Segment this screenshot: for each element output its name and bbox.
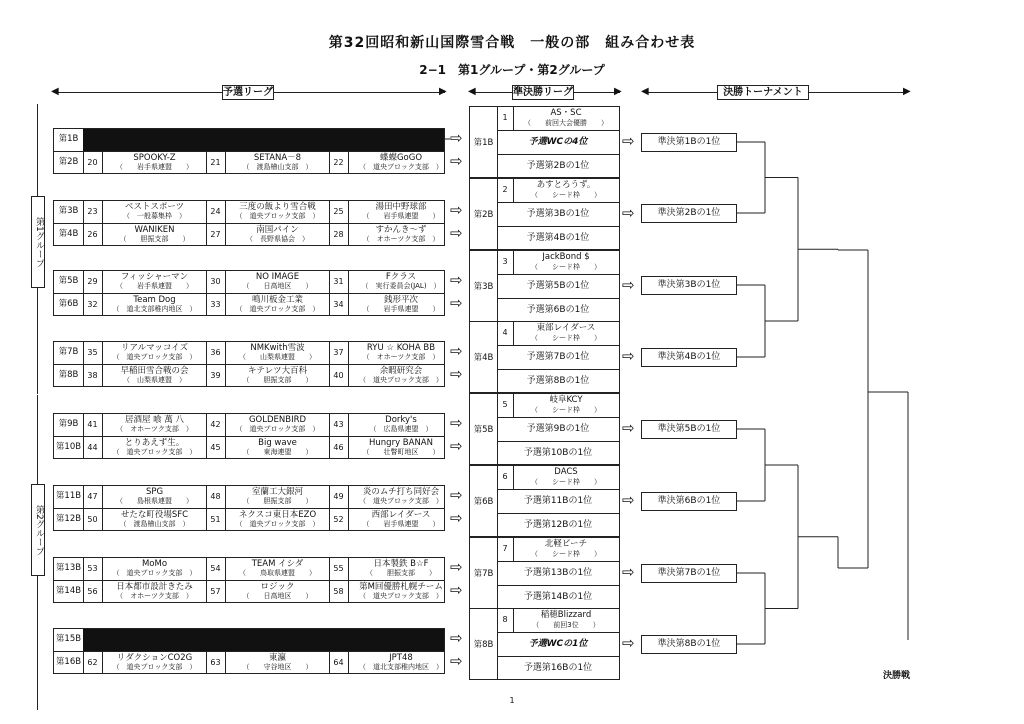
team-name: 鳴川板金工業 bbox=[251, 295, 303, 305]
team-affiliation: （ 日高地区 ） bbox=[242, 282, 313, 290]
advance-arrow-icon: ⇨ bbox=[450, 437, 463, 455]
team-affiliation: （ 道央ブロック支部 ） bbox=[359, 163, 443, 171]
group1-label: 第1グループ bbox=[31, 196, 45, 288]
arrow-right-icon: ▶ bbox=[903, 86, 911, 97]
semi-entry: 予選第13Bの1位 bbox=[523, 568, 593, 578]
final-entry: 準決第3Bの1位 bbox=[641, 276, 737, 295]
block-label: 第2B bbox=[58, 157, 79, 167]
seed-note: （ シード枠 ） bbox=[531, 550, 601, 558]
team-number: 29 bbox=[87, 277, 98, 286]
team-number: 37 bbox=[333, 348, 344, 357]
team-name: Hungry BANAN bbox=[369, 438, 433, 448]
advance-arrow-icon: ⇨ bbox=[450, 152, 463, 170]
final-entry: 準決第6Bの1位 bbox=[641, 492, 737, 511]
arrow-left-icon: ◀ bbox=[51, 86, 59, 97]
team-affiliation: （ オホーツク支部 ） bbox=[362, 235, 440, 243]
team-number: 33 bbox=[210, 300, 221, 309]
team-name: リダクションCO2G bbox=[116, 653, 193, 663]
team-name: RYU ☆ KOHA BB bbox=[366, 343, 436, 353]
block-label: 第16B bbox=[55, 657, 82, 667]
team-affiliation: （ 東海連盟 ） bbox=[242, 448, 313, 456]
team-number: 50 bbox=[87, 515, 98, 524]
team-affiliation: （ オホーツク支部 ） bbox=[116, 592, 193, 600]
advance-arrow-icon: ⇨ bbox=[622, 491, 635, 509]
advance-arrow-icon: ⇨ bbox=[622, 347, 635, 365]
team-name: 余暇研究会 bbox=[379, 366, 423, 376]
seed-team-name: AS・SC bbox=[550, 108, 582, 118]
team-affiliation: （ 道央ブロック支部 ） bbox=[359, 497, 443, 505]
block-label: 第3B bbox=[58, 206, 79, 216]
team-number: 63 bbox=[210, 658, 221, 667]
team-affiliation: （ 道央ブロック支部 ） bbox=[112, 448, 197, 456]
team-number: 30 bbox=[210, 277, 221, 286]
team-name: すかんき～ず bbox=[375, 225, 427, 235]
arrow-right-icon: ▶ bbox=[614, 86, 622, 97]
team-number: 32 bbox=[87, 300, 98, 309]
team-affiliation: （ 渡島檜山支部 ） bbox=[119, 520, 190, 528]
team-number: 57 bbox=[210, 587, 221, 596]
team-number: 25 bbox=[333, 207, 344, 216]
team-affiliation: （ 広島県連盟 ） bbox=[369, 425, 433, 433]
team-name: 銭形平次 bbox=[383, 295, 418, 305]
team-affiliation: （ オホーツク支部 ） bbox=[116, 425, 193, 433]
semi-entry: 予選第2Bの1位 bbox=[526, 161, 590, 171]
team-name: ロジック bbox=[260, 582, 295, 592]
team-affiliation: （ 岩手県連盟 ） bbox=[362, 305, 440, 313]
seed-number: 5 bbox=[497, 394, 514, 417]
team-number: 46 bbox=[333, 443, 344, 452]
team-affiliation: （ 岩手県連盟 ） bbox=[116, 163, 193, 171]
team-name: 湯田中野球部 bbox=[375, 202, 427, 212]
team-name: NO IMAGE bbox=[255, 272, 300, 282]
team-number: 22 bbox=[333, 158, 344, 167]
team-number: 56 bbox=[87, 587, 98, 596]
final-match-label: 決勝戦 bbox=[883, 671, 911, 681]
seed-note: （ シード枠 ） bbox=[531, 406, 601, 414]
advance-arrow-icon: ⇨ bbox=[450, 486, 463, 504]
team-number: 48 bbox=[210, 492, 221, 501]
page-subtitle: 2−1 第1グループ・第2グループ bbox=[419, 63, 605, 77]
team-name: Fクラス bbox=[385, 272, 417, 282]
team-affiliation: （ 道央ブロック支部 ） bbox=[112, 663, 197, 671]
team-number: 42 bbox=[210, 420, 221, 429]
seed-team-name: 東部レイダース bbox=[536, 323, 596, 333]
team-name: 炎のムチ打ち同好会 bbox=[362, 487, 440, 497]
team-number: 21 bbox=[210, 158, 221, 167]
team-name: Big wave bbox=[258, 438, 297, 448]
block-label: 第4B bbox=[58, 229, 79, 239]
team-name: JPT48 bbox=[389, 653, 413, 663]
team-name: ネクスコ東日本EZO bbox=[238, 510, 317, 520]
team-number: 44 bbox=[87, 443, 98, 452]
team-name: TEAM イシダ bbox=[251, 559, 304, 569]
final-entry: 準決第8Bの1位 bbox=[641, 635, 737, 654]
block-label: 第11B bbox=[55, 491, 82, 501]
seed-team-name: DACS bbox=[554, 467, 578, 477]
block-label: 第1B bbox=[58, 134, 79, 144]
advance-arrow-icon: ⇨ bbox=[450, 224, 463, 242]
semi-entry: 予選第8Bの1位 bbox=[526, 376, 590, 386]
seed-team-name: あすとろうず。 bbox=[536, 180, 596, 190]
semi-entry: 予選第11Bの1位 bbox=[523, 496, 593, 506]
team-name: とりあえず生。 bbox=[124, 438, 185, 448]
team-name: WANIKEN bbox=[134, 225, 175, 235]
team-affiliation: （ 島根県連盟 ） bbox=[116, 497, 193, 505]
semi-block-label: 第5B bbox=[470, 394, 498, 464]
team-name: 早稲田雪合戦の会 bbox=[120, 366, 189, 376]
seed-note: （ 前回3位 ） bbox=[532, 621, 600, 629]
team-affiliation: （ 岩手県連盟 ） bbox=[116, 282, 193, 290]
team-affiliation: （ 胆振支部 ） bbox=[366, 569, 436, 577]
advance-arrow-icon: ⇨ bbox=[450, 414, 463, 432]
seed-note: （ 前回大会優勝 ） bbox=[524, 119, 608, 127]
seed-number: 4 bbox=[497, 322, 514, 345]
team-name: せたな町役場SFC bbox=[120, 510, 189, 520]
semi-entry: 予選第10Bの1位 bbox=[523, 448, 593, 458]
page-title: 第32回昭和新山国際雪合戦 一般の部 組み合わせ表 bbox=[328, 35, 696, 51]
team-name: MoMo bbox=[141, 559, 168, 569]
team-name: キテレツ大百科 bbox=[247, 366, 308, 376]
seed-team-name: JackBond $ bbox=[542, 252, 590, 262]
team-number: 36 bbox=[210, 348, 221, 357]
team-name: 東瀛 bbox=[268, 653, 286, 663]
seed-number: 6 bbox=[497, 466, 514, 489]
team-affiliation: （ 道央ブロック支部 ） bbox=[235, 425, 320, 433]
team-name: フィッシャーマン bbox=[120, 272, 189, 282]
semi-entry: 予選第7Bの1位 bbox=[526, 352, 590, 362]
team-name: 室蘭工大銀河 bbox=[251, 487, 303, 497]
team-name: 南国パイン bbox=[256, 225, 299, 235]
team-affiliation: （ 道央ブロック支部 ） bbox=[359, 376, 443, 384]
seed-note: （ シード枠 ） bbox=[531, 191, 601, 199]
advance-arrow-icon: ⇨ bbox=[622, 563, 635, 581]
advance-arrow-icon: ⇨ bbox=[622, 132, 635, 150]
team-affiliation: （ 道央ブロック支部 ） bbox=[112, 569, 197, 577]
seed-note: （ シード枠 ） bbox=[531, 263, 601, 271]
team-affiliation: （ 胆振支部 ） bbox=[242, 376, 313, 384]
advance-arrow-icon: ⇨ bbox=[622, 276, 635, 294]
advance-arrow-icon: ⇨ bbox=[450, 509, 463, 527]
seed-note: （ シード枠 ） bbox=[531, 334, 601, 342]
team-affiliation: （ 日高地区 ） bbox=[242, 592, 313, 600]
advance-arrow-icon: ⇨ bbox=[450, 629, 463, 647]
page-number: 1 bbox=[509, 696, 515, 705]
team-number: 35 bbox=[87, 348, 98, 357]
team-number: 39 bbox=[210, 371, 221, 380]
team-affiliation: （ 道央ブロック支部 ） bbox=[235, 305, 320, 313]
seed-team-name: 岐阜KCY bbox=[549, 395, 583, 405]
team-number: 64 bbox=[333, 658, 344, 667]
team-name: SETANA－8 bbox=[253, 153, 302, 163]
block-label: 第9B bbox=[58, 419, 79, 429]
team-affiliation: （ 胆振支部 ） bbox=[242, 497, 313, 505]
semi-block-label: 第1B bbox=[470, 107, 498, 177]
seed-team-name: 北軽ビーチ bbox=[544, 539, 588, 549]
team-number: 27 bbox=[210, 230, 221, 239]
team-affiliation: （ 胆振支部 ） bbox=[119, 235, 190, 243]
team-name: SPG bbox=[145, 487, 164, 497]
team-affiliation: （ 道北支部稚内地区 ） bbox=[359, 663, 443, 671]
team-name: ベストスポーツ bbox=[124, 202, 185, 212]
semi-block-label: 第7B bbox=[470, 538, 498, 608]
team-number: 28 bbox=[333, 230, 344, 239]
team-number: 62 bbox=[87, 658, 98, 667]
seed-number: 7 bbox=[497, 538, 514, 561]
advance-arrow-icon: ⇨ bbox=[450, 558, 463, 576]
team-affiliation: （ 道央ブロック支部 ） bbox=[235, 212, 320, 220]
team-number: 38 bbox=[87, 371, 98, 380]
block-label: 第10B bbox=[55, 442, 82, 452]
team-name: 日本製鉄 B☆F bbox=[373, 559, 429, 569]
block-label: 第5B bbox=[58, 276, 79, 286]
team-number: 47 bbox=[87, 492, 98, 501]
team-number: 34 bbox=[333, 300, 344, 309]
team-number: 41 bbox=[87, 420, 98, 429]
team-affiliation: （ 長野県協会 ） bbox=[246, 235, 309, 243]
seed-number: 2 bbox=[497, 179, 514, 202]
final-entry: 準決第5Bの1位 bbox=[641, 420, 737, 439]
team-name: Team Dog bbox=[133, 295, 176, 305]
semi-entry: 予選WCの4位 bbox=[528, 137, 588, 147]
team-number: 51 bbox=[210, 515, 221, 524]
team-number: 49 bbox=[333, 492, 344, 501]
advance-arrow-icon: ⇨ bbox=[450, 652, 463, 670]
block-label: 第6B bbox=[58, 299, 79, 309]
team-affiliation: （ 道央ブロック支部 ） bbox=[112, 353, 197, 361]
team-affiliation: （ 山梨県連盟 ） bbox=[123, 376, 186, 384]
team-affiliation: （ 壮瞥町地区 ） bbox=[362, 448, 440, 456]
block-label: 第8B bbox=[58, 370, 79, 380]
semi-entry: 予選第5Bの1位 bbox=[526, 281, 590, 291]
team-name: 居酒屋 喰 萬 八 bbox=[124, 415, 185, 425]
final-header: 決勝トーナメント bbox=[717, 85, 809, 100]
block-label: 第14B bbox=[55, 586, 82, 596]
team-number: 53 bbox=[87, 564, 98, 573]
final-entry: 準決第7Bの1位 bbox=[641, 564, 737, 583]
advance-arrow-icon: ⇨ bbox=[622, 204, 635, 222]
semi-block-label: 第6B bbox=[470, 466, 498, 536]
advance-arrow-icon: ⇨ bbox=[450, 342, 463, 360]
team-affiliation: （ オホーツク支部 ） bbox=[362, 353, 440, 361]
team-number: 24 bbox=[210, 207, 221, 216]
final-entry: 準決第1Bの1位 bbox=[641, 133, 737, 152]
semi-entry: 予選第6Bの1位 bbox=[526, 305, 590, 315]
semi-block-label: 第2B bbox=[470, 179, 498, 249]
block-label: 第7B bbox=[58, 347, 79, 357]
final-entry: 準決第2Bの1位 bbox=[641, 204, 737, 223]
semi-entry: 予選第16Bの1位 bbox=[523, 663, 593, 673]
team-number: 54 bbox=[210, 564, 221, 573]
team-name: Dorky's bbox=[385, 415, 417, 425]
team-affiliation: （ 守谷地区 ） bbox=[242, 663, 313, 671]
team-affiliation: （ 山梨県連盟 ） bbox=[239, 353, 316, 361]
team-number: 23 bbox=[87, 207, 98, 216]
advance-arrow-icon: ⇨ bbox=[450, 365, 463, 383]
group2-label: 第2グループ bbox=[31, 484, 45, 576]
team-affiliation: （ 道北支部稚内地区 ） bbox=[112, 305, 197, 313]
seed-number: 3 bbox=[497, 251, 514, 274]
semi-header: 準決勝リーグ bbox=[513, 87, 573, 98]
team-number: 20 bbox=[87, 158, 98, 167]
arrow-right-icon: ▶ bbox=[439, 86, 447, 97]
team-number: 58 bbox=[333, 587, 344, 596]
semi-entry: 予選WCの1位 bbox=[528, 639, 588, 649]
team-affiliation: （ 岩手県連盟 ） bbox=[362, 212, 440, 220]
team-name: 第M回優勝札幌チーム bbox=[359, 582, 443, 592]
semi-entry: 予選第3Bの1位 bbox=[526, 209, 590, 219]
team-affiliation: （ 一般募集枠 ） bbox=[123, 212, 186, 220]
semi-entry: 予選第12Bの1位 bbox=[523, 520, 593, 530]
team-affiliation: （ 岩手県連盟 ） bbox=[362, 520, 440, 528]
team-name: NMKwith雪波 bbox=[250, 343, 305, 353]
team-name: リアルマッコイズ bbox=[121, 343, 188, 353]
team-name: 蝶蝶GoGO bbox=[379, 153, 423, 163]
team-affiliation: （ 道央ブロック支部 ） bbox=[235, 520, 320, 528]
advance-arrow-icon: ⇨ bbox=[450, 294, 463, 312]
semi-entry: 予選第9Bの1位 bbox=[526, 424, 590, 434]
block-label: 第13B bbox=[55, 563, 82, 573]
team-number: 52 bbox=[333, 515, 344, 524]
team-number: 31 bbox=[333, 277, 344, 286]
final-entry: 準決第4Bの1位 bbox=[641, 348, 737, 367]
seed-team-name: 稲穂Blizzard bbox=[540, 610, 592, 620]
team-number: 43 bbox=[333, 420, 344, 429]
team-number: 26 bbox=[87, 230, 98, 239]
team-affiliation: （ 道央ブロック支部 ） bbox=[359, 592, 443, 600]
block-label: 第15B bbox=[55, 634, 82, 644]
semi-entry: 予選第4Bの1位 bbox=[526, 233, 590, 243]
team-name: 日本都市設計きたみ bbox=[116, 582, 193, 592]
semi-block-label: 第3B bbox=[470, 251, 498, 321]
semi-entry: 予選第14Bの1位 bbox=[523, 592, 593, 602]
semi-block-label: 第8B bbox=[470, 609, 498, 679]
advance-arrow-icon: ⇨ bbox=[622, 634, 635, 652]
seed-number: 1 bbox=[497, 107, 514, 130]
team-name: SPOOKY-Z bbox=[133, 153, 176, 163]
team-affiliation: （ 実行委員会(JAL) ） bbox=[361, 282, 441, 290]
seed-note: （ シード枠 ） bbox=[531, 478, 601, 486]
seed-number: 8 bbox=[497, 609, 514, 632]
semi-block-label: 第4B bbox=[470, 322, 498, 392]
arrow-left-icon: ◀ bbox=[468, 86, 476, 97]
block-label: 第12B bbox=[55, 514, 82, 524]
team-affiliation: （ 渡島檜山支部 ） bbox=[242, 163, 313, 171]
arrow-left-icon: ◀ bbox=[641, 86, 649, 97]
advance-arrow-icon: ⇨ bbox=[450, 581, 463, 599]
team-number: 40 bbox=[333, 371, 344, 380]
prelim-header: 予選リーグ bbox=[223, 87, 273, 98]
advance-arrow-icon: ⇨ bbox=[450, 271, 463, 289]
advance-arrow-icon: ⇨ bbox=[622, 419, 635, 437]
team-name: 三度の飯より雪合戦 bbox=[239, 202, 316, 212]
team-number: 45 bbox=[210, 443, 221, 452]
team-name: GOLDENBIRD bbox=[248, 415, 307, 425]
advance-arrow-icon: ⇨ bbox=[450, 129, 463, 147]
team-name: 西部レイダース bbox=[371, 510, 431, 520]
team-affiliation: （ 鳥取県連盟 ） bbox=[239, 569, 316, 577]
team-number: 55 bbox=[333, 564, 344, 573]
advance-arrow-icon: ⇨ bbox=[450, 201, 463, 219]
